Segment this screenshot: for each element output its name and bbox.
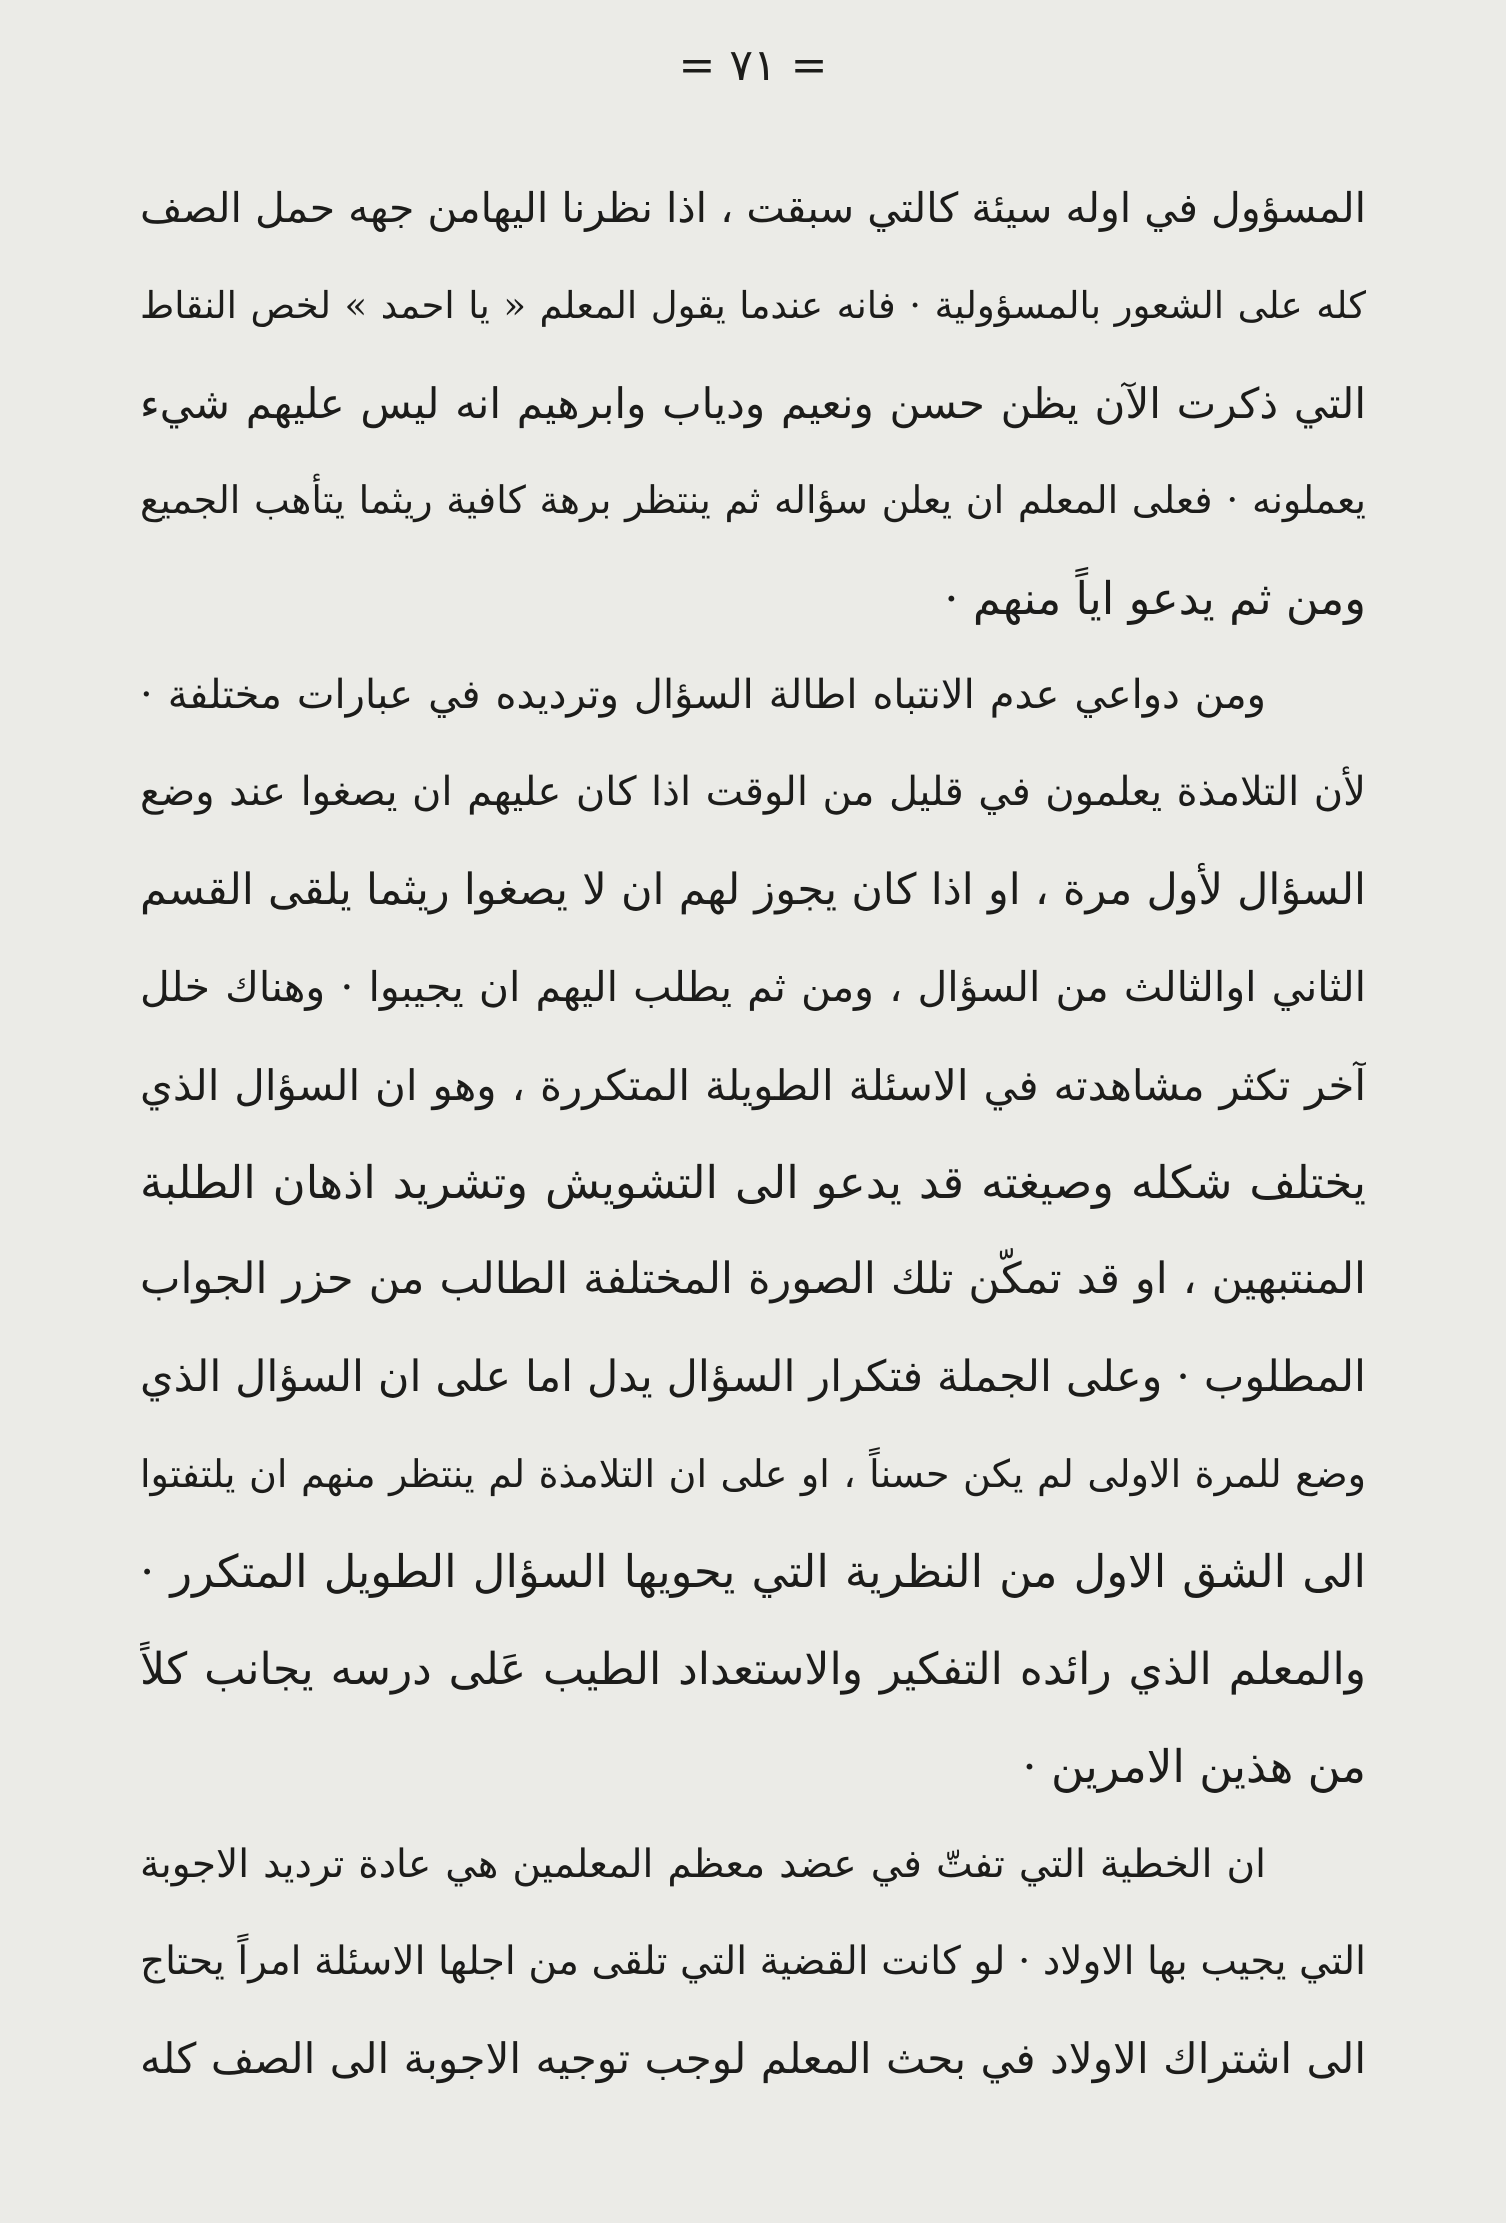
text-line: الى اشتراك الاولاد في بحث المعلم لوجب توجيه الاجوبة الى الصف كله xyxy=(140,2034,1366,2084)
text-line: يعملونه · فعلى المعلم ان يعلن سؤاله ثم ينتظر برهة كافية ريثما يتأهب الجميع xyxy=(140,478,1366,523)
text-line: المطلوب · وعلى الجملة فتكرار السؤال يدل اما على ان السؤال الذي xyxy=(140,1351,1366,1402)
text-line: الى الشق الاول من النظرية التي يحويها السؤال الطويل المتكرر · xyxy=(140,1545,1366,1599)
text-line: المسؤول في اوله سيئة كالتي سبقت ، اذا نظرنا اليهامن جهه حمل الصف xyxy=(140,184,1366,232)
text-line: ومن ثم يدعو اياً منهم · xyxy=(944,571,1366,625)
text-line: السؤال لأول مرة ، او اذا كان يجوز لهم ان لا يصغوا ريثما يلقى القسم xyxy=(140,864,1366,915)
text-line: التي يجيب بها الاولاد · لو كانت القضية التي تلقى من اجلها الاسئلة امراً يحتاج xyxy=(140,1939,1366,1985)
text-line: والمعلم الذي رائده التفكير والاستعداد الطيب عَلى درسه يجانب كلاً xyxy=(140,1643,1366,1695)
text-line: وضع للمرة الاولى لم يكن حسناً ، او على ان التلامذة لم ينتظر منهم ان يلتفتوا xyxy=(140,1452,1366,1497)
text-line: آخر تكثر مشاهدته في الاسئلة الطويلة المتكررة ، وهو ان السؤال الذي xyxy=(140,1060,1366,1110)
text-line: ومن دواعي عدم الانتباه اطالة السؤال وترديده في عبارات مختلفة · xyxy=(140,671,1266,718)
text-line: الثاني اوالثالث من السؤال ، ومن ثم يطلب اليهم ان يجيبوا · وهناك خلل xyxy=(140,963,1366,1012)
text-line: يختلف شكله وصيغته قد يدعو الى التشويش وتشريد اذهان الطلبة xyxy=(140,1155,1366,1209)
body-text xyxy=(140,160,1366,2108)
text-line: كله على الشعور بالمسؤولية · فانه عندما يقول المعلم « يا احمد » لخص النقاط xyxy=(140,284,1366,328)
text-line: لأن التلامذة يعلمون في قليل من الوقت اذا كان عليهم ان يصغوا عند وضع xyxy=(140,769,1366,816)
text-line: ان الخطية التي تفتّ في عضد معظم المعلمين هي عادة ترديد الاجوبة xyxy=(140,1841,1266,1887)
page-number: = ٧١ = xyxy=(678,40,828,91)
text-line: من هذين الامرين · xyxy=(1022,1740,1366,1794)
text-line: التي ذكرت الآن يظن حسن ونعيم ودياب وابرهيم انه ليس عليهم شيء xyxy=(140,378,1366,428)
text-line: المنتبهين ، او قد تمكّن تلك الصورة المختلفة الطالب من حزر الجواب xyxy=(140,1254,1366,1305)
